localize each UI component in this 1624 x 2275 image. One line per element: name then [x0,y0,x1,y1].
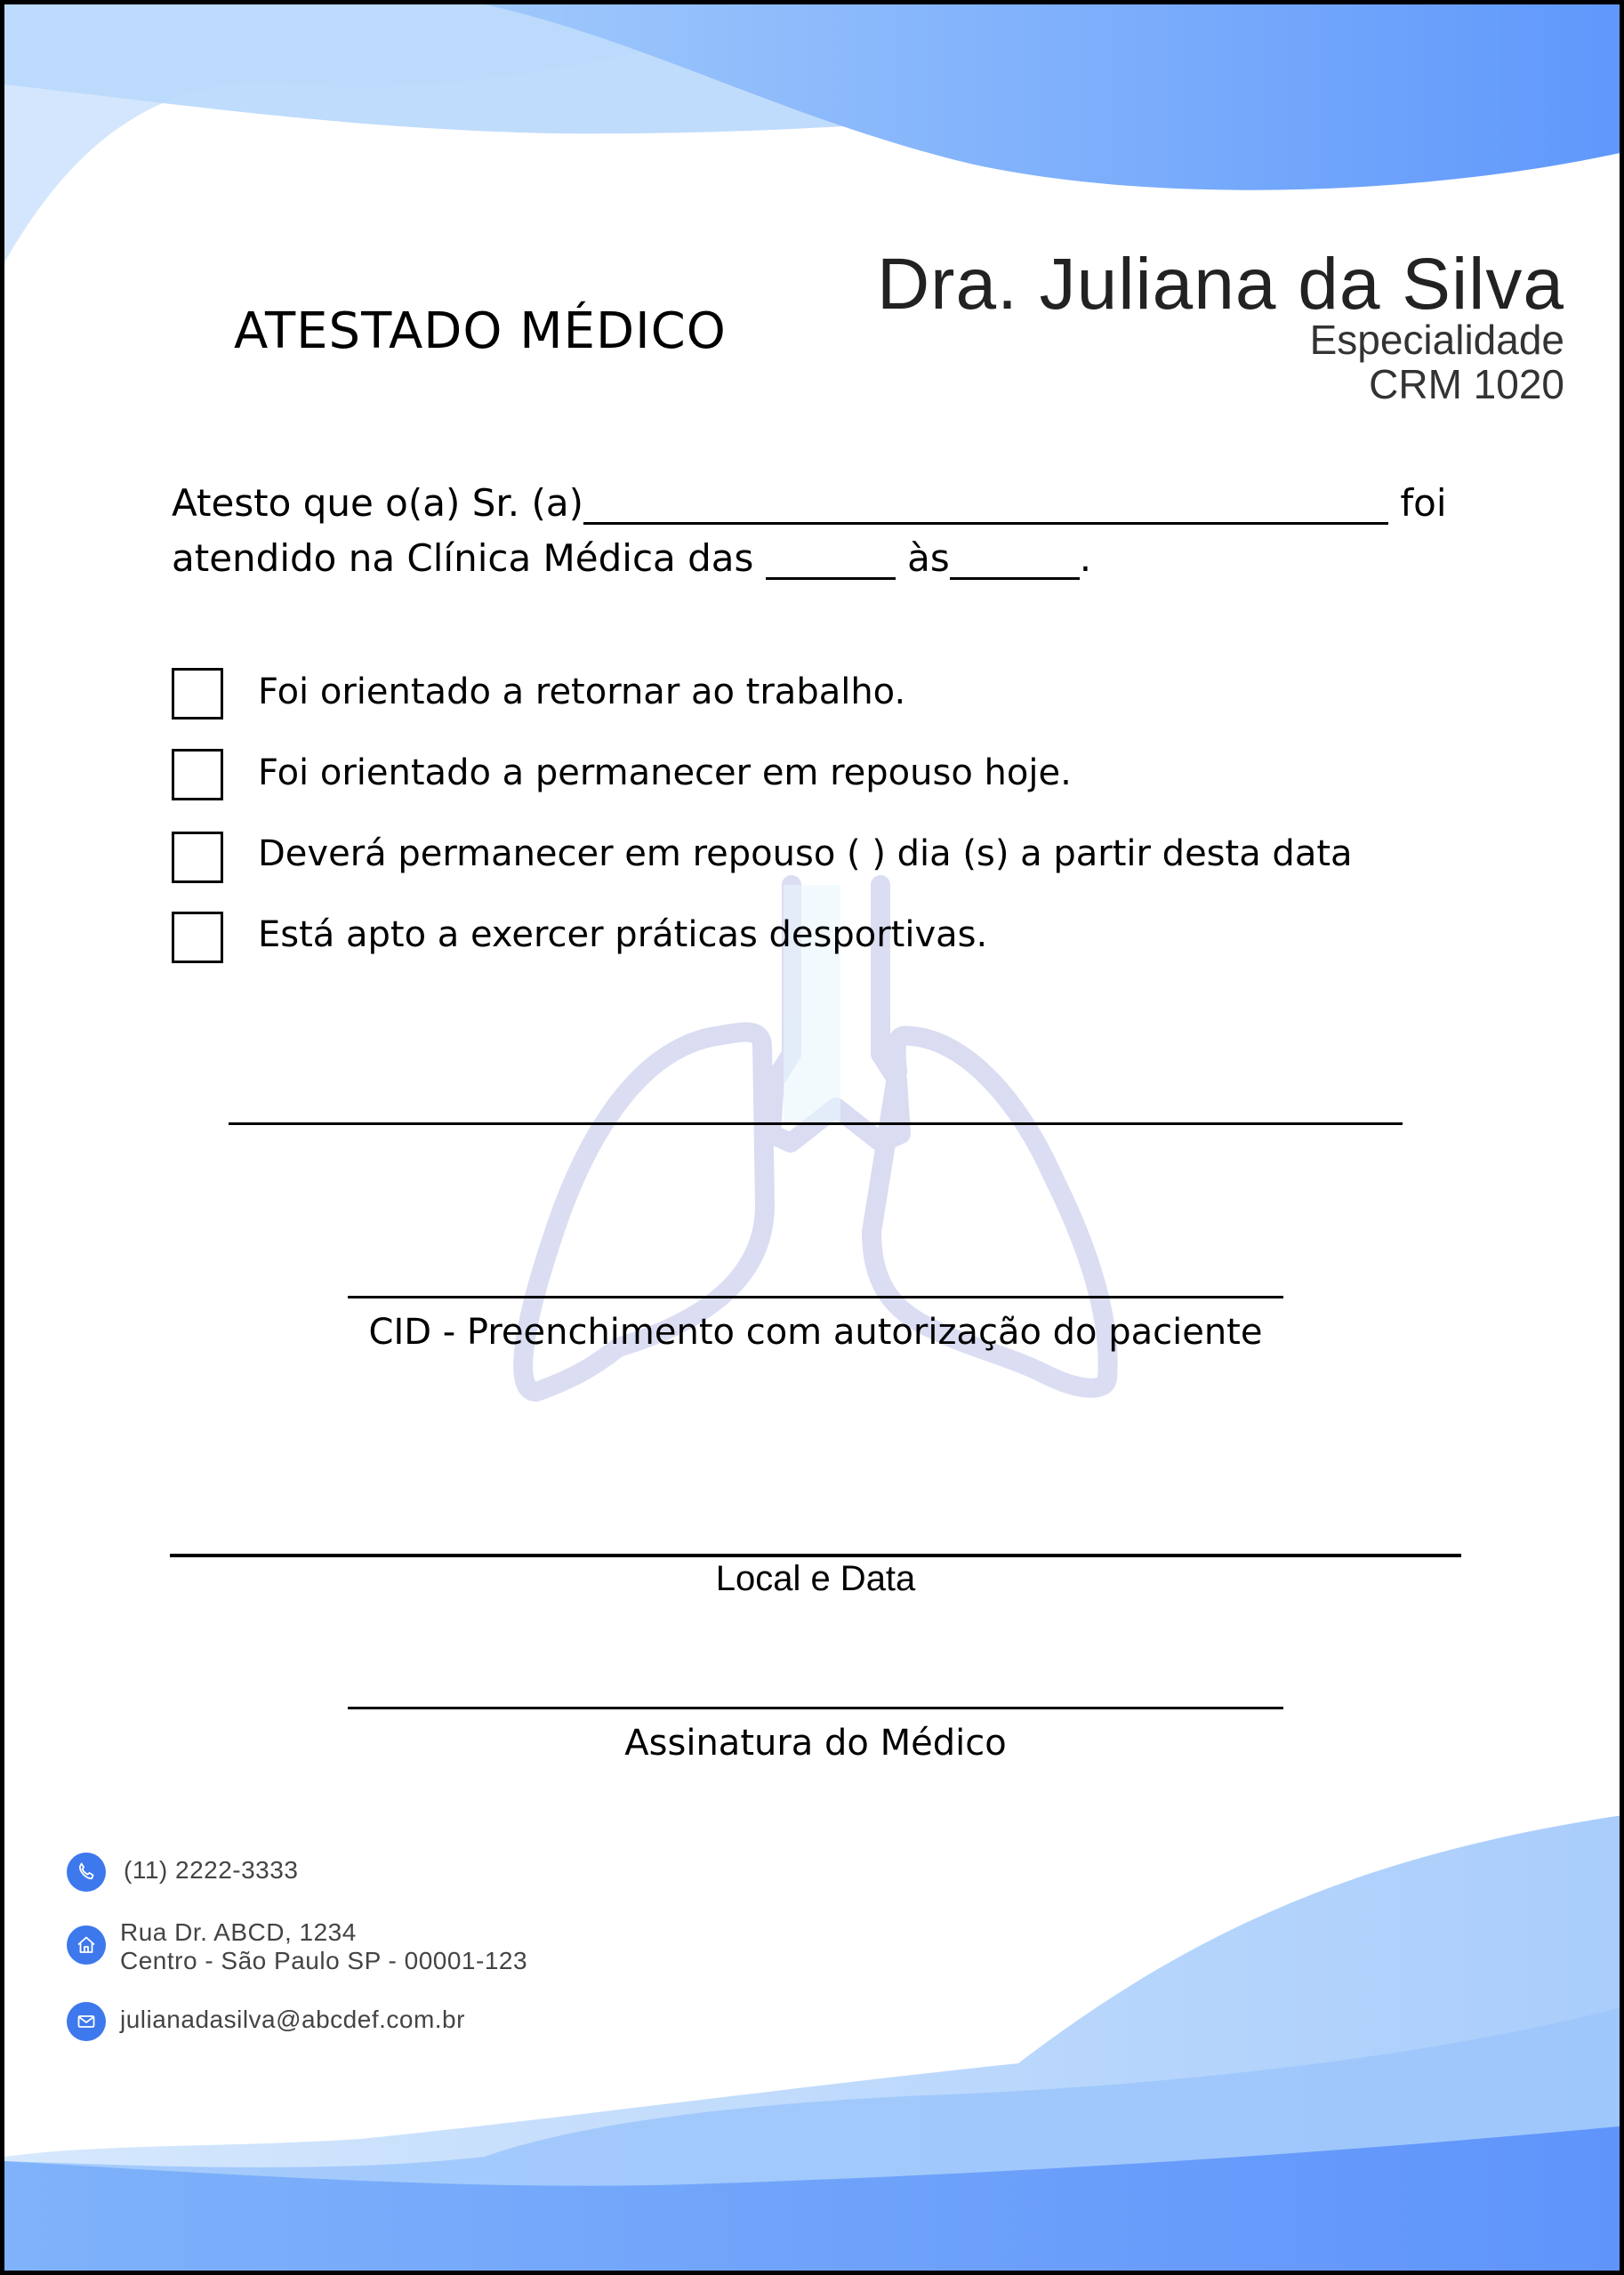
option-label-rest-days: Deverá permanecer em repouso ( ) dia (s) a partir desta data [258,833,1353,874]
cid-label: CID - Preenchimento com autorização do paciente [368,1312,1263,1353]
option-label-return-to-work: Foi orientado a retornar ao trabalho. [258,671,906,712]
attestation-line2-middle: às [895,536,950,580]
attestation-line2-suffix: . [1079,536,1092,580]
envelope-icon [67,2002,106,2041]
option-checkbox-return-to-work[interactable] [172,668,223,719]
attestation-line2-prefix: atendido na Clínica Médica das [172,536,766,580]
attestation-prefix: Atesto que o(a) Sr. (a) [172,481,584,525]
doctor-name: Dra. Juliana da Silva [876,244,1564,325]
doctor-crm: CRM 1020 [1369,361,1564,407]
cid-line[interactable] [348,1296,1283,1298]
contact-email: julianadasilva@abcdef.com.br [120,2006,465,2033]
end-time-field[interactable] [950,536,1080,580]
document-title: ATESTADO MÉDICO [234,302,727,360]
option-checkbox-rest-today[interactable] [172,749,223,800]
contact-phone: (11) 2222-3333 [124,1856,299,1884]
doctor-specialty: Especialidade [1309,317,1564,363]
local-date-label: Local e Data [715,1559,916,1598]
phone-icon [67,1853,106,1892]
local-date-line[interactable] [170,1554,1461,1557]
contact-address-line-1: Rua Dr. ABCD, 1234 [120,1918,357,1946]
notes-line[interactable] [229,1122,1403,1125]
option-label-sports-fit: Está apto a exercer práticas desportivas. [258,914,988,955]
signature-label: Assinatura do Médico [624,1723,1007,1764]
attestation-line1-suffix: foi [1388,481,1447,525]
home-icon [67,1925,106,1965]
attestation-line-2 [172,536,1091,580]
attestation-line-1 [172,481,1447,525]
option-label-rest-today: Foi orientado a permanecer em repouso hoje. [258,752,1072,793]
contact-address-line-2: Centro - São Paulo SP - 00001-123 [120,1947,528,1974]
option-checkbox-sports-fit[interactable] [172,912,223,963]
patient-name-field[interactable] [583,481,1388,525]
option-checkbox-rest-days[interactable] [172,832,223,883]
start-time-field[interactable] [766,536,896,580]
signature-line[interactable] [348,1707,1283,1709]
